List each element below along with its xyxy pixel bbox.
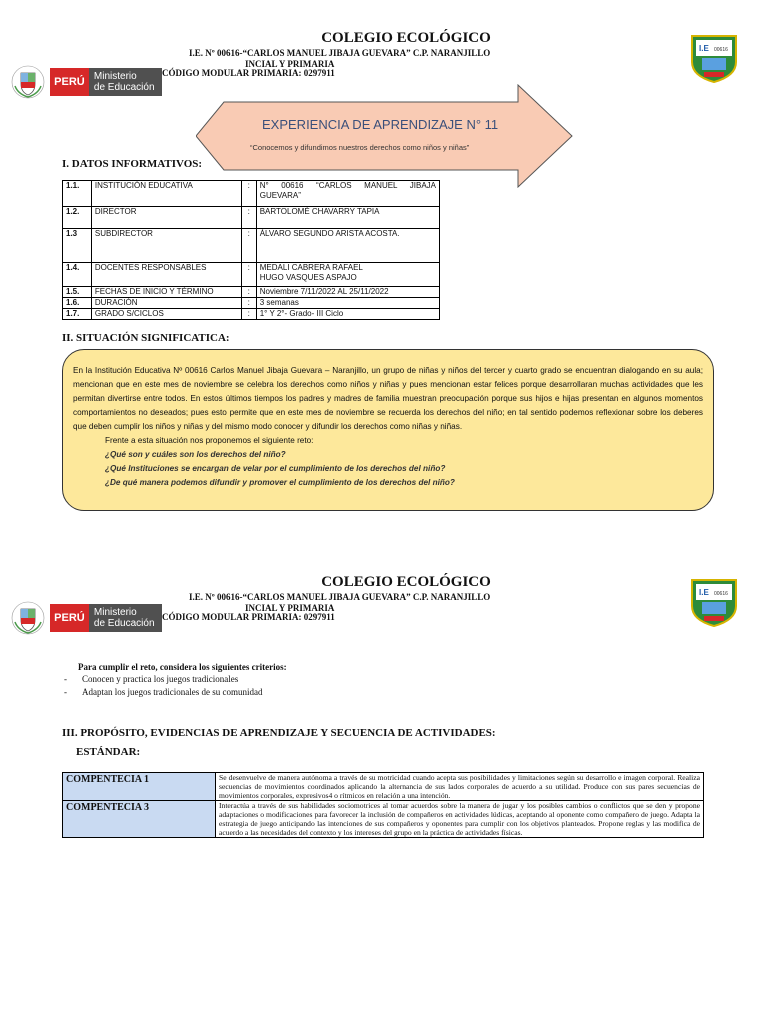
experience-title: EXPERIENCIA DE APRENDIZAJE N° 11 xyxy=(262,117,499,132)
teacher-1: MEDALI CABRERA RAFAEL xyxy=(259,263,363,272)
crest-text: I.E xyxy=(699,44,709,53)
peru-shield-icon xyxy=(10,600,46,636)
ministry-line-2: de Educación xyxy=(93,82,155,93)
row-value: ÁLVARO SEGUNDO ARISTA ACOSTA. xyxy=(256,229,439,263)
row-label: DIRECTOR xyxy=(91,207,241,229)
row-label: DOCENTES RESPONSABLES xyxy=(91,263,241,287)
table-row xyxy=(63,801,704,838)
table-row xyxy=(63,263,440,287)
minedu-logo-2 xyxy=(10,598,162,638)
criteria-item-text: Adaptan los juegos tradicionales de su comunidad xyxy=(82,687,263,697)
criteria-item xyxy=(64,687,262,697)
standard-label: ESTÁNDAR: xyxy=(76,746,141,758)
experience-arrow xyxy=(196,84,574,188)
row-num: 1.5. xyxy=(63,287,92,298)
situation-paragraph: En la Institución Educativa Nº 00616 Carlos Manuel Jibaja Guevara – Naranjillo, un grupo de niñas y niños del tercer y cuarto grado se encuentran dialogando en su aula; mencionan que en este mes de noviembre se celebra los derechos como niños y niñas y pues mencionan estar felices porque desarrollaran muchas actividades que les permitan divertirse entre todos. En estos últimos tiempos los padres y madres de familia muestran preocupación porque sus hijos e hijas presentan en algunos momentos comportamientos no deseados; pues esto permite que en este mes de noviembre se recuerda los derechos del niño; en tal sentido podemos reflexionar sobre los deberes que deben cumplir los niños y niñas y del mismo modo conocer y difundir los derechos como niñas y niñas. xyxy=(73,366,703,431)
ministry-line-1: Ministerio xyxy=(93,607,137,618)
crest-number: 00616 xyxy=(714,47,728,53)
experience-subtitle: “Conocemos y difundimos nuestros derechos como niños y niñas” xyxy=(250,143,470,152)
school-ie-line-2: I.E. Nº 00616-“CARLOS MANUEL JIBAJA GUEVARA” C.P. NARANJILLO xyxy=(189,592,491,602)
peru-shield-icon xyxy=(10,64,46,100)
situation-intro: Frente a esta situación nos proponemos el siguiente reto: xyxy=(105,436,314,445)
row-colon: : xyxy=(241,181,256,207)
row-value: BARTOLOMÉ CHAVARRY TAPIA xyxy=(256,207,439,229)
row-value: Noviembre 7/11/2022 AL 25/11/2022 xyxy=(256,287,439,298)
table-row xyxy=(63,287,440,298)
ministry-line-1: Ministerio xyxy=(93,71,137,82)
school-ie-line: I.E. Nº 00616-“CARLOS MANUEL JIBAJA GUEVARA” C.P. NARANJILLO xyxy=(189,48,491,58)
bullet: - xyxy=(64,674,67,684)
info-table xyxy=(62,180,440,320)
school-title-2: COLEGIO ECOLÓGICO xyxy=(321,574,491,590)
row-colon: : xyxy=(241,229,256,263)
row-colon: : xyxy=(241,309,256,320)
table-row xyxy=(63,773,704,801)
row-value: 1° Y 2°- Grado- III Ciclo xyxy=(256,309,439,320)
table-row xyxy=(63,298,440,309)
competencies-table xyxy=(62,772,704,838)
table-row xyxy=(63,229,440,263)
minedu-logo xyxy=(10,62,162,102)
school-crest-icon xyxy=(688,32,740,84)
criteria-title: Para cumplir el reto, considera los siguientes criterios: xyxy=(78,662,287,672)
challenge-question-3: ¿De qué manera podemos difundir y promover el cumplimiento de los derechos del niño? xyxy=(105,478,455,487)
row-num: 1.2. xyxy=(63,207,92,229)
peru-label: PERÚ xyxy=(50,604,89,632)
school-code-line: CÓDIGO MODULAR PRIMARIA: 0297911 xyxy=(162,68,335,78)
row-label: SUBDIRECTOR xyxy=(91,229,241,263)
table-row xyxy=(63,309,440,320)
challenge-question-1: ¿Qué son y cuáles son los derechos del niño? xyxy=(105,450,286,459)
ministry-line-2: de Educación xyxy=(93,618,155,629)
section-1-title: I. DATOS INFORMATIVOS: xyxy=(62,158,203,170)
crest-number: 00616 xyxy=(714,591,728,597)
row-value xyxy=(256,263,439,287)
competency-name: COMPENTECIA 1 xyxy=(63,773,216,801)
table-row xyxy=(63,207,440,229)
row-label: FECHAS DE INICIO Y TÉRMINO xyxy=(91,287,241,298)
ministry-label xyxy=(89,604,162,632)
school-title: COLEGIO ECOLÓGICO xyxy=(321,30,491,46)
school-crest-icon xyxy=(688,576,740,628)
peru-label: PERÚ xyxy=(50,68,89,96)
school-level-line: INCIAL Y PRIMARIA xyxy=(245,59,335,69)
teacher-2: HUGO VASQUES ASPAJO xyxy=(259,273,357,282)
row-value: N° 00616 “CARLOS MANUEL JIBAJA GUEVARA” xyxy=(256,181,439,207)
row-label: GRADO S/CICLOS xyxy=(91,309,241,320)
row-num: 1.1. xyxy=(63,181,92,207)
row-colon: : xyxy=(241,263,256,287)
school-code-line-2: CÓDIGO MODULAR PRIMARIA: 0297911 xyxy=(162,612,335,622)
criteria-item-text: Conocen y practica los juegos tradicionales xyxy=(82,674,239,684)
row-label: DURACIÓN xyxy=(91,298,241,309)
row-num: 1.7. xyxy=(63,309,92,320)
row-label: INSTITUCIÓN EDUCATIVA xyxy=(91,181,241,207)
row-num: 1.3 xyxy=(63,229,92,263)
bullet: - xyxy=(64,687,67,697)
row-colon: : xyxy=(241,287,256,298)
row-value: 3 semanas xyxy=(256,298,439,309)
section-2-title: II. SITUACIÓN SIGNIFICATICA: xyxy=(62,332,230,344)
competency-text: Interactúa a través de sus habilidades sociomotrices al tomar acuerdos sobre la manera de jugar y los posibles cambios o conflictos que se den y propone adaptaciones o modificaciones para favorecer la inclusión de compañeros en actividades lúdicas, aceptando al oponente como compañero de juego. Adapta la estrategia de juego anticipando las intenciones de sus compañeros y oponentes para cumplir con los objetivos planteados. Propone reglas y las modifica de acuerdo a las necesidades del contexto y los intereses del grupo en la práctica de actividades físicas. xyxy=(216,801,704,838)
row-num: 1.6. xyxy=(63,298,92,309)
criteria-item xyxy=(64,674,238,684)
section-3-title: III. PROPÓSITO, EVIDENCIAS DE APRENDIZAJE Y SECUENCIA DE ACTIVIDADES: xyxy=(62,727,496,739)
row-colon: : xyxy=(241,207,256,229)
ministry-label xyxy=(89,68,162,96)
competency-text: Se desenvuelve de manera autónoma a través de su motricidad cuando acepta sus posibilidades y limitaciones según su desarrollo e imagen corporal. Realiza secuencias de movimientos coordinados aplicando la alternancia de sus lados corporales de acuerdo a su utilidad. Produce con sus pares secuencias de movimientos corporales, expresivos4 o rítmicos en relación a una intención. xyxy=(216,773,704,801)
challenge-question-2: ¿Qué Instituciones se encargan de velar por el cumplimiento de los derechos del niño? xyxy=(105,464,446,473)
table-row xyxy=(63,181,440,207)
row-num: 1.4. xyxy=(63,263,92,287)
row-colon: : xyxy=(241,298,256,309)
competency-name: COMPENTECIA 3 xyxy=(63,801,216,838)
significant-situation-box xyxy=(62,349,714,511)
crest-text: I.E xyxy=(699,588,709,597)
school-level-line-2: INCIAL Y PRIMARIA xyxy=(245,603,335,613)
